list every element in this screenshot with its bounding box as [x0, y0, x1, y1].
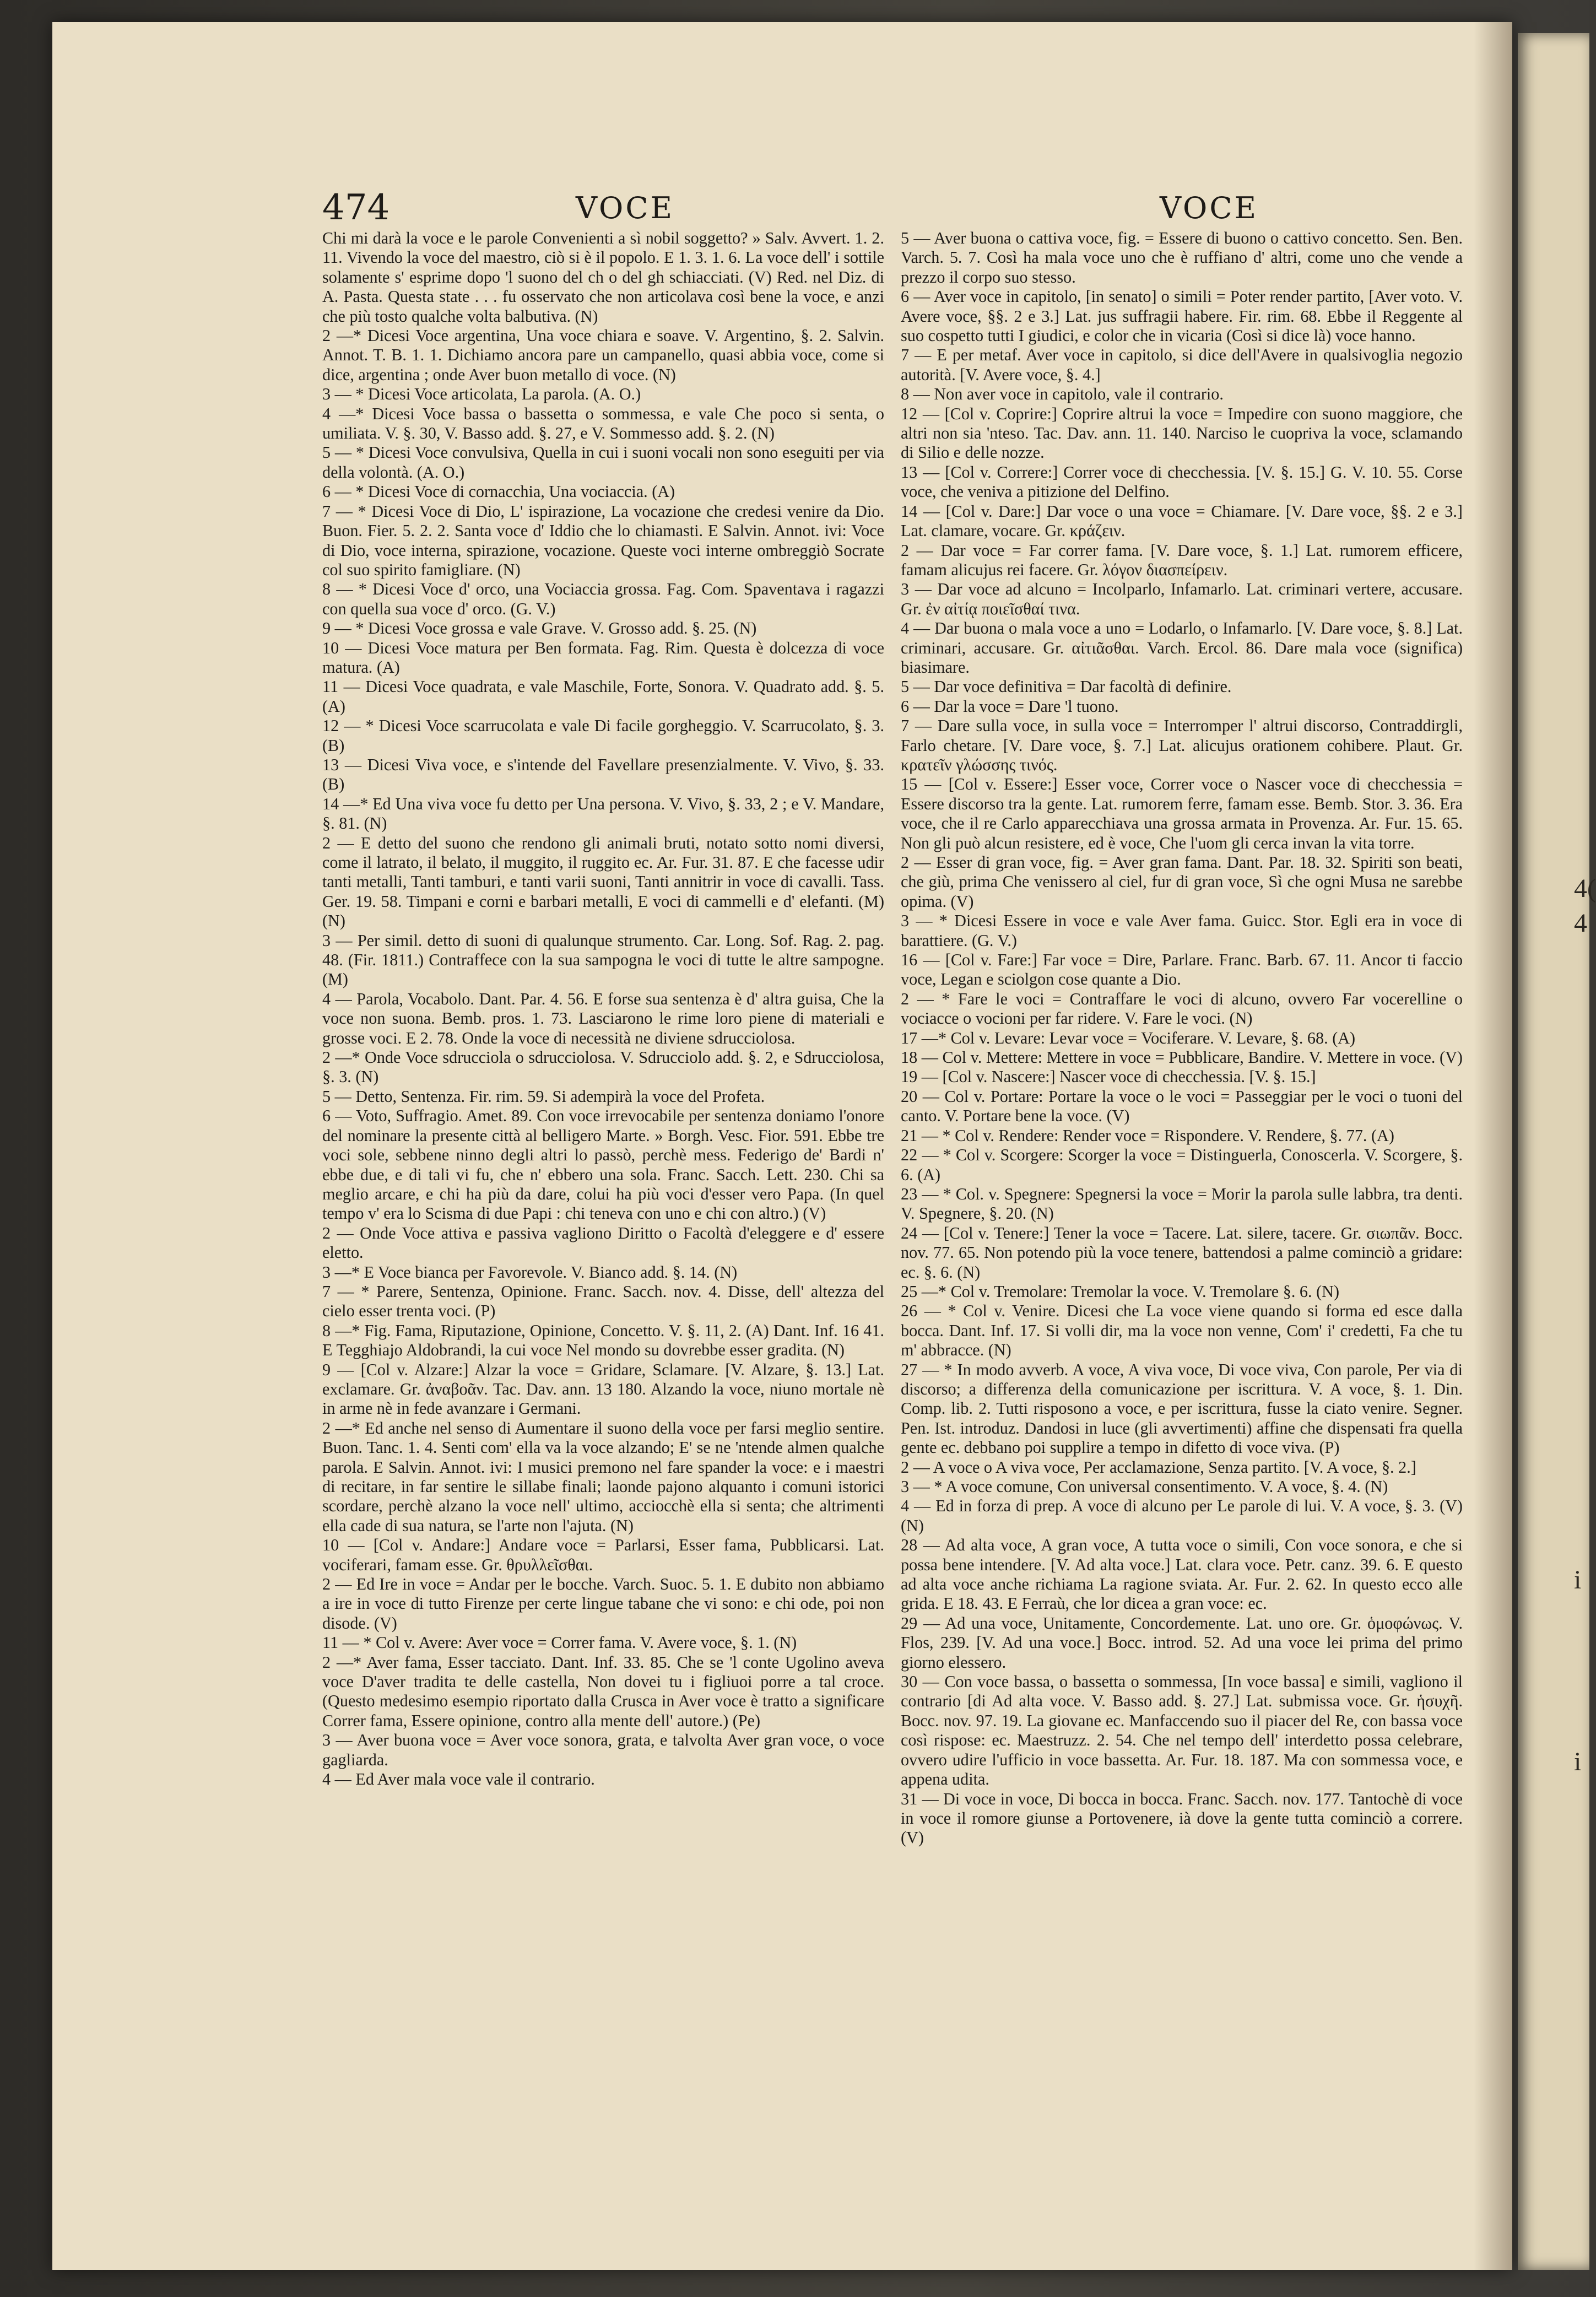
dictionary-entry: 6 — Aver voce in capitolo, [in senato] o simili = Poter render partito, [Aver voto. V. Avere voce, §§. 2 e 3.] Lat. jus suffragii habere. Fir. rim. 68. Ebbe il Reggente al suo cospetto tutti I giudici, e color che in vicaria (Così si dice là) voce hanno. — [901, 287, 1463, 345]
page-number: 474 — [322, 187, 390, 228]
dictionary-entry: 11 — * Col v. Avere: Aver voce = Correr fama. V. Avere voce, §. 1. (N) — [322, 1633, 797, 1652]
dictionary-entry: 2 — * Fare le voci = Contraffare le voci di alcuno, ovvero Far vocerelline o vociacce o vocioni per far ridere. V. Fare le voci. (N) — [901, 989, 1463, 1028]
dictionary-entry: 6 — * Dicesi Voce di cornacchia, Una vociaccia. (A) — [322, 482, 675, 501]
dictionary-entry: 2 — Esser di gran voce, fig. = Aver gran fama. Dant. Par. 18. 32. Spiriti son beati, che giù, prima Che venissero al ciel, fur di gran voce, Sì che ogni Musa ne sarebbe opima. (V) — [901, 853, 1463, 911]
left-column — [322, 229, 884, 2234]
dictionary-entry: 10 — Dicesi Voce matura per Ben formata. Fag. Rim. Questa è dolcezza di voce matura. (A) — [322, 638, 884, 677]
dictionary-entry: 2 —* Aver fama, Esser tacciato. Dant. Inf. 33. 85. Che se 'l conte Ugolino aveva voce D'aver tradita te delle castella, Non dovei tu i figliuoi porre a tal croce. (Questo medesimo esempio riportato dalla Crusca in Aver voce è tratto a significare Correr fama, Essere opinione, contro alla mente dell' autore.) (Pe) — [322, 1652, 884, 1730]
dictionary-entry: 28 — Ad alta voce, A gran voce, A tutta voce o simili, Con voce sonora, e che si possa bene intendere. [V. Ad alta voce.] Lat. clara voce. Petr. canz. 39. 6. E questo ad alta voce anche richiama La ragione sviata. Ar. Fur. 2. 62. In questo ecco alle grida. E 18. 43. E Ferraù, che lor dicea a gran voce: ec. — [901, 1536, 1463, 1613]
adjacent-page-fragment: i — [1574, 1747, 1582, 1776]
dictionary-entry: 15 — [Col v. Essere:] Esser voce, Correr voce o Nascer voce di checchessia = Essere discorso tra la gente. Lat. rumorem ferre, famam esse. Bemb. Stor. 3. 36. Era voce, che il re Carlo apparecchiava una grossa armata in Provenza. Ar. Fur. 15. 65. Non gli può alcun resistere, ed è voce, Che l'uom gli cerca invan la vita torre. — [901, 775, 1463, 852]
dictionary-entry: 5 — Dar voce definitiva = Dar facoltà di definire. — [901, 677, 1232, 696]
dictionary-entry: 17 —* Col v. Levare: Levar voce = Vociferare. V. Levare, §. 68. (A) — [901, 1028, 1356, 1047]
dictionary-entry: 3 — Per simil. detto di suoni di qualunque strumento. Car. Long. Sof. Rag. 2. pag. 48. (Fir. 1811.) Contraffece con la sua sampogna le voci di tutte le altre sampogne. (M) — [322, 931, 884, 989]
dictionary-entry: 3 — Dar voce ad alcuno = Incolparlo, Infamarlo. Lat. criminari vertere, accusare. Gr. ἐν αἰτίᾳ ποιεῖσθαί τινα. — [901, 580, 1463, 618]
dictionary-entry: 2 — Dar voce = Far correr fama. [V. Dare voce, §. 1.] Lat. rumorem efficere, famam alicujus rei facere. Gr. λόγον διασπείρειν. — [901, 541, 1463, 579]
dictionary-entry: 10 — [Col v. Andare:] Andare voce = Parlarsi, Esser fama, Pubblicarsi. Lat. vociferari, famam esse. Gr. θρυλλεῖσθαι. — [322, 1536, 884, 1574]
dictionary-entry: 8 —* Fig. Fama, Riputazione, Opinione, Concetto. V. §. 11, 2. (A) Dant. Inf. 16 41. E Tegghiajo Aldobrandi, la cui voce Nel mondo su dovrebbe esser gradita. (N) — [322, 1321, 884, 1360]
adjacent-page-fragment: i — [1574, 1565, 1582, 1595]
adjacent-page-fragment: 4 — [1574, 909, 1587, 938]
dictionary-entry: 3 —* E Voce bianca per Favorevole. V. Bianco add. §. 14. (N) — [322, 1262, 738, 1282]
adjacent-page-edge — [1518, 33, 1596, 2270]
dictionary-entry: 6 — Dar la voce = Dare 'l tuono. — [901, 696, 1119, 716]
dictionary-entry: Chi mi darà la voce e le parole Convenienti a sì nobil soggetto? » Salv. Avvert. 1. 2. 11. Vivendo la voce del maestro, ciò si è il popolo. E 1. 3. 1. 6. La voce dell' i sottile solamente s' esprime dopo 'l suono del ch o del gh schiacciati. (V) Red. nel Diz. di A. Pasta. Questa state . . . fu osservato che non articolava così bene la voce, e anzi che più tosto qualche volta balbutiva. (N) — [322, 229, 884, 326]
dictionary-entry: 2 — A voce o A viva voce, Per acclamazione, Senza partito. [V. A voce, §. 2.] — [901, 1457, 1416, 1477]
dictionary-entry: 18 — Col v. Mettere: Mettere in voce = Pubblicare, Bandire. V. Mettere in voce. (V) — [901, 1048, 1463, 1067]
dictionary-entry: 7 — * Dicesi Voce di Dio, L' ispirazione, La vocazione che credesi venire da Dio. Buon. Fier. 5. 2. 2. Santa voce d' Iddio che lo chiamasti. E Salvin. Annot. ivi: Voce di Dio, voce interna, spirazione, vocazione. Queste voci interne ombreggiò Socrate col suo spirito famigliare. (N) — [322, 501, 884, 579]
dictionary-entry: 27 — * In modo avverb. A voce, A viva voce, Di voce viva, Con parole, Per via di discorso; a differenza della comunicazione per iscrittura. V. A voce, §. 1. Din. Comp. lib. 2. Tutti risposono a voce, e per iscrittura, fusse la ciato venire. Segner. Pen. Ist. introduz. Dandosi in luce (gli avvertimenti) affine che dispensati fra quella gente ec. debbano poi supplire a tempo in difetto di voce viva. (P) — [901, 1360, 1463, 1457]
dictionary-entry: 7 — * Parere, Sentenza, Opinione. Franc. Sacch. nov. 4. Disse, dell' altezza del cielo esser trenta voci. (P) — [322, 1282, 884, 1321]
dictionary-entry: 9 — [Col v. Alzare:] Alzar la voce = Gridare, Sclamare. [V. Alzare, §. 13.] Lat. exclamare. Gr. ἀναβοᾶν. Tac. Dav. ann. 13 180. Alzando la voce, niuno mortale nè in arme nè in fede avanzare i Germani. — [322, 1360, 884, 1418]
dictionary-entry: 2 — Onde Voce attiva e passiva vagliono Diritto o Facoltà d'eleggere e d' essere eletto. — [322, 1223, 884, 1262]
dictionary-entry: 26 — * Col v. Venire. Dicesi che La voce viene quando si forma ed esce dalla bocca. Dant. Inf. 17. Si volli dir, ma la voce non venne, Com' i' credetti, Fa che tu m' abbracce. (N) — [901, 1301, 1463, 1360]
dictionary-entry: 4 — Ed Aver mala voce vale il contrario. — [322, 1770, 595, 1789]
dictionary-entry: 6 — Voto, Suffragio. Amet. 89. Con voce irrevocabile per sentenza doniamo l'onore del nominare la presente città al belligero Marte. » Borgh. Vesc. Fior. 591. Ebbe tre voci sole, sebbene ninno degli altri lo passò, perchè mess. Federigo de' Bardi n' ebbe due, e di tali vi fu, che n' ebbero una sola. Franc. Sacch. Lett. 230. Chi sa meglio arcare, e chi ha più da dare, colui ha più voci d'esser vero Papa. (In quel tempo v' era lo Scisma di due Papi : chi teneva con uno e chi con altro.) (V) — [322, 1106, 884, 1223]
dictionary-entry: 19 — [Col v. Nascere:] Nascer voce di checchessia. [V. §. 15.] — [901, 1067, 1316, 1087]
dictionary-entry: 13 — Dicesi Viva voce, e s'intende del Favellare presenzialmente. V. Vivo, §. 33. (B) — [322, 755, 884, 794]
dictionary-entry: 4 —* Dicesi Voce bassa o bassetta o sommessa, e vale Che poco si senta, o umiliata. V. §. 30, V. Basso add. §. 27, e V. Sommesso add. §. 2. (N) — [322, 404, 884, 443]
dictionary-entry: 2 —* Dicesi Voce argentina, Una voce chiara e soave. V. Argentino, §. 2. Salvin. Annot. T. B. 1. 1. Dichiamo ancora pare un campanello, quasi abbia voce, come si dice, argentina ; onde Aver buon metallo di voce. (N) — [322, 326, 884, 384]
dictionary-entry: 31 — Di voce in voce, Di bocca in bocca. Franc. Sacch. nov. 177. Tantochè di voce in voce il romore giunse a Portovenere, ià dove la gente tutta cominciò a correre. (V) — [901, 1789, 1463, 1847]
dictionary-entry: 8 — * Dicesi Voce d' orco, una Vociaccia grossa. Fag. Com. Spaventava i ragazzi con quella sua voce d' orco. (G. V.) — [322, 580, 884, 618]
dictionary-entry: 2 —* Ed anche nel senso di Aumentare il suono della voce per farsi meglio sentire. Buon. Tanc. 1. 4. Senti com' ella va la voce alzando; E' se ne 'ntende almen qualche parola. E Salvin. Annot. ivi: I musici premono nel fare spander la voce: e i maestri di recitare, in far sentire le sillabe finali; laonde pajono alquanto i comuni istorici scordare, perchè alzano la voce nell' ultimo, acciocchè ella si senta; che altrimenti ella cade di sua natura, se l'arte non l'ajuta. (N) — [322, 1418, 884, 1535]
dictionary-entry: 3 — * Dicesi Essere in voce e vale Aver fama. Guicc. Stor. Egli era in voce di barattiere. (G. V.) — [901, 911, 1463, 950]
dictionary-entry: 3 — Aver buona voce = Aver voce sonora, grata, e talvolta Aver gran voce, o voce gagliarda. — [322, 1731, 884, 1769]
dictionary-entry: 5 — Detto, Sentenza. Fir. rim. 59. Si adempirà la voce del Profeta. — [322, 1087, 765, 1106]
dictionary-entry: 4 — Dar buona o mala voce a uno = Lodarlo, o Infamarlo. [V. Dare voce, §. 8.] Lat. criminari, accusare. Gr. αἰτιᾶσθαι. Varch. Ercol. 86. Dare mala voce (significa) biasimare. — [901, 619, 1463, 677]
dictionary-entry: 24 — [Col v. Tenere:] Tener la voce = Tacere. Lat. silere, tacere. Gr. σιωπᾶν. Bocc. nov. 77. 65. Non potendo più la voce tenere, battendosi a palme cominciò a gridare: ec. §. 6. (N) — [901, 1223, 1463, 1282]
dictionary-entry: 3 — * Dicesi Voce articolata, La parola. (A. O.) — [322, 385, 641, 404]
dictionary-entry: 5 — Aver buona o cattiva voce, fig. = Essere di buono o cattivo concetto. Sen. Ben. Varch. 5. 7. Così ha mala voce uno che è ruffiano d' altri, come uno che vende a prezzo il corpo suo stesso. — [901, 229, 1463, 287]
dictionary-entry: 16 — [Col v. Fare:] Far voce = Dire, Parlare. Franc. Barb. 67. 11. Ancor ti faccio voce, Legan e sciolgon cose quante a Dio. — [901, 950, 1463, 989]
running-head-right: VOCE — [1160, 191, 1259, 225]
dictionary-entry: 7 — E per metaf. Aver voce in capitolo, si dice dell'Avere in qualsivoglia negozio autorità. [V. Avere voce, §. 4.] — [901, 345, 1463, 384]
dictionary-entry: 13 — [Col v. Correre:] Correr voce di checchessia. [V. §. 15.] G. V. 10. 55. Corse voce, che veniva a pitizione del Delfino. — [901, 462, 1463, 501]
page-header — [322, 187, 1421, 226]
dictionary-entry: 14 — [Col v. Dare:] Dar voce o una voce = Chiamare. [V. Dare voce, §§. 2 e 3.] Lat. clamare, vocare. Gr. κράζειν. — [901, 501, 1463, 541]
running-head-left: VOCE — [576, 191, 675, 225]
dictionary-entry: 22 — * Col v. Scorgere: Scorger la voce = Distinguerla, Conoscerla. V. Scorgere, §. 6. (A) — [901, 1145, 1463, 1184]
dictionary-entry: 7 — Dare sulla voce, in sulla voce = Interromper l' altrui discorso, Contraddirgli, Farlo chetare. [V. Dare voce, §. 7.] Lat. alicujus orationem cohibere. Plaut. Gr. κρατεῖν γλώσσης τινός. — [901, 716, 1463, 774]
dictionary-entry: 12 — [Col v. Coprire:] Coprire altrui la voce = Impedire con suono maggiore, che altri non sia 'nteso. Tac. Dav. ann. 11. 140. Narciso le cuopriva la voce, sclamando di Silio e delle nozze. — [901, 404, 1463, 462]
dictionary-entry: 12 — * Dicesi Voce scarrucolata e vale Di facile gorgheggio. V. Scarrucolato, §. 3. (B) — [322, 716, 884, 755]
right-column — [901, 229, 1463, 2234]
dictionary-entry: 29 — Ad una voce, Unitamente, Concordemente. Lat. uno ore. Gr. ὁμοφώνως. V. Flos, 239. [V. Ad una voce.] Bocc. introd. 52. Ad una voce lei prima del primo giorno elessero. — [901, 1613, 1463, 1672]
dictionary-entry: 25 —* Col v. Tremolare: Tremolar la voce. V. Tremolare §. 6. (N) — [901, 1282, 1340, 1301]
dictionary-entry: 23 — * Col. v. Spegnere: Spegnersi la voce = Morir la parola sulle labbra, tra denti. V. Spegnere, §. 20. (N) — [901, 1184, 1463, 1223]
dictionary-entry: 4 — Ed in forza di prep. A voce di alcuno per Le parole di lui. V. A voce, §. 3. (V) (N) — [901, 1496, 1463, 1535]
dictionary-entry: 2 — Ed Ire in voce = Andar per le bocche. Varch. Suoc. 5. 1. E dubito non abbiamo a ire in voce di tutto Firenze per certe lingue tabane che vi sono: e chi ode, poi non disode. (V) — [322, 1575, 884, 1633]
dictionary-entry: 20 — Col v. Portare: Portare la voce o le voci = Passeggiar per le voci o tuoni del canto. V. Portare bene la voce. (V) — [901, 1087, 1463, 1126]
dictionary-entry: 14 —* Ed Una viva voce fu detto per Una persona. V. Vivo, §. 33, 2 ; e V. Mandare, §. 81. (N) — [322, 794, 884, 833]
dictionary-entry: 5 — * Dicesi Voce convulsiva, Quella in cui i suoni vocali non sono eseguiti per via della volontà. (A. O.) — [322, 443, 884, 482]
dictionary-entry: 3 — * A voce comune, Con universal consentimento. V. A voce, §. 4. (N) — [901, 1477, 1388, 1496]
dictionary-entry: 4 — Parola, Vocabolo. Dant. Par. 4. 56. E forse sua sentenza è d' altra guisa, Che la voce non suona. Bemb. pros. 1. 73. Lasciarono le rime loro piene di materiali e grosse voci. E 2. 78. Onde la voce di necessità ne diviene sdrucciolosa. — [322, 989, 884, 1047]
dictionary-entry: 9 — * Dicesi Voce grossa e vale Grave. V. Grosso add. §. 25. (N) — [322, 619, 757, 638]
dictionary-entry: 21 — * Col v. Rendere: Render voce = Rispondere. V. Rendere, §. 77. (A) — [901, 1126, 1394, 1145]
dictionary-entry: 11 — Dicesi Voce quadrata, e vale Maschile, Forte, Sonora. V. Quadrato add. §. 5. (A) — [322, 677, 884, 716]
dictionary-entry: 2 —* Onde Voce sdrucciola o sdrucciolosa. V. Sdrucciolo add. §. 2, e Sdrucciolosa, §. 3. (N) — [322, 1048, 884, 1087]
adjacent-page-fragment: 4( — [1574, 874, 1596, 903]
dictionary-entry: 8 — Non aver voce in capitolo, vale il contrario. — [901, 385, 1224, 404]
dictionary-entry: 2 — E detto del suono che rendono gli animali bruti, notato sotto nomi diversi, come il latrato, il belato, il muggito, il ruggito ec. Ar. Fur. 31. 87. E che facesse udir tanti metalli, Tanti tamburi, e tanti varii suoni, Tanti annitrir in voce di cavalli. Tass. Ger. 19. 58. Timpani e corni e barbari metalli, E voci di cammelli e d' elefanti. (M) (N) — [322, 833, 884, 931]
dictionary-entry: 30 — Con voce bassa, o bassetta o sommessa, [In voce bassa] e simili, vagliono il contrario [di Ad alta voce. V. Basso add. §. 27.] Lat. submissa voce. Gr. ἡσυχῆ. Bocc. nov. 97. 19. La giovane ec. Manfaccendo suo il piacer del Re, con bassa voce così rispose: ec. Maestruzz. 2. 54. Che nel tempo dell' interdetto possa celebrare, ovvero udire l'ufficio in voce bassetta. Ar. Fur. 18. 187. Ma con sommessa voce, e appena udita. — [901, 1672, 1463, 1789]
